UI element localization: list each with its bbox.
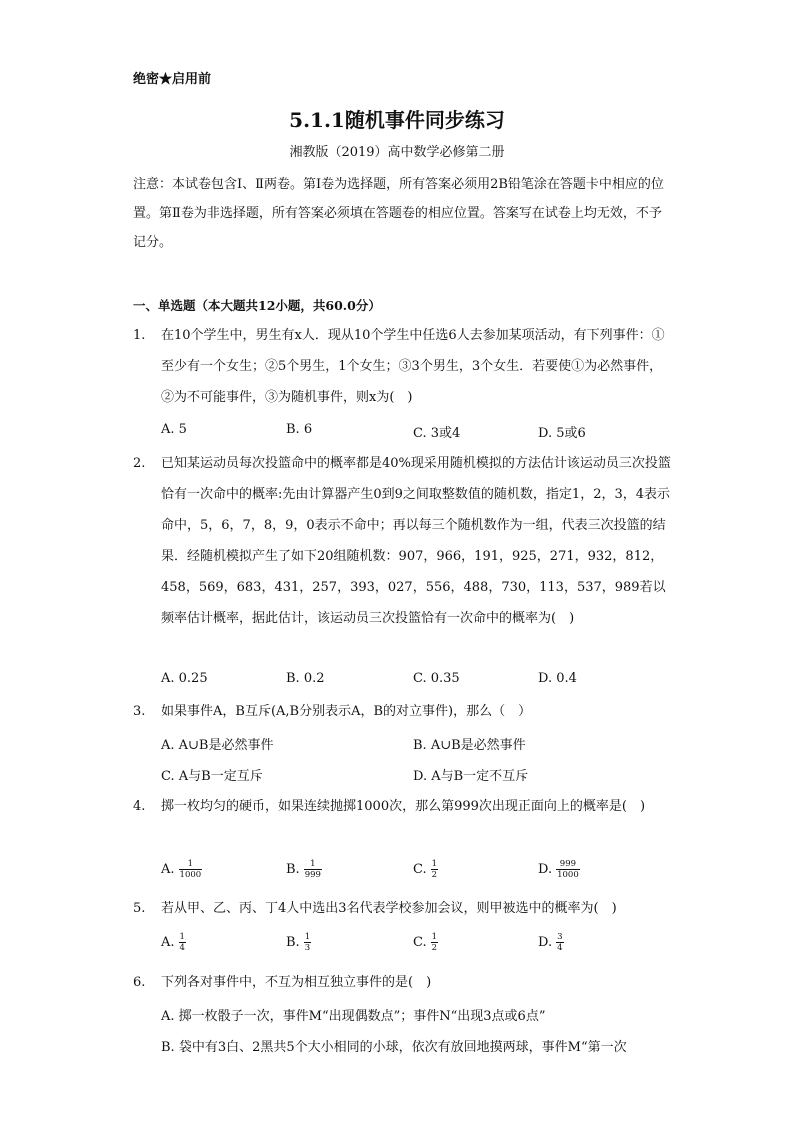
option-b: B. 6 xyxy=(286,422,313,437)
option-a: A. 掷一枚骰子一次，事件M“出现偶数点”；事件N“出现3点或6点” xyxy=(161,1009,546,1024)
option-a: A. 5 xyxy=(161,422,187,437)
option-d: D. 0.4 xyxy=(538,671,577,686)
section-heading: 一、单选题（本大题共12小题，共60.0分） xyxy=(133,298,381,313)
option-c: C. 0.35 xyxy=(413,671,460,686)
question-number: 4. xyxy=(133,799,146,814)
question-number: 1. xyxy=(133,328,146,343)
question-text: 下列各对事件中，不互为相互独立事件的是( ) xyxy=(161,975,432,990)
question-text: 掷一枚均匀的硬币，如果连续抛掷1000次，那么第999次出现正面向上的概率是( ) xyxy=(161,799,646,814)
question-text: 已知某运动员每次投篮命中的概率都是40%现采用随机模拟的方法估计该运动员三次投篮恰有一次命中的概率:先由计算器产生0到9之间取整数值的随机数，指定1，2，3，4表示命中，5，6，7，8，9，0表示不命中；再以每三个随机数作为一组，代表三次投篮的结果．经随机模拟产生了如下20组随机数：907，966，191，925，271，932，812，458，569，683，431，257，393，027，556，488，730，113，537，989若以频率估计概率，据此估计，该运动员三次投篮恰有一次命中的概率为( ) xyxy=(161,456,671,626)
option-b: B. $\frac{1}{3}$ xyxy=(286,932,311,953)
option-b: B. $\frac{1}{999}$ xyxy=(286,859,321,880)
option-c: C. A与B一定互斥 xyxy=(161,769,263,784)
question-number: 6. xyxy=(133,975,146,990)
question-text: 如果事件A，B互斥(A,B分别表示A，B的对立事件)，那么（ ） xyxy=(161,704,532,719)
option-a: A. $\frac{1}{4}$ xyxy=(161,932,185,953)
confidential-label: 绝密★启用前 xyxy=(133,72,212,87)
question-number: 5. xyxy=(133,901,146,916)
option-c: C. $\frac{1}{2}$ xyxy=(413,859,438,880)
option-a: A. A∪B是必然事件 xyxy=(161,738,274,753)
option-d: D. $\frac{999}{1000}$ xyxy=(538,859,579,880)
option-c: C. $\frac{1}{2}$ xyxy=(413,932,438,953)
option-d: D. A与B一定不互斥 xyxy=(413,769,529,784)
option-d: D. 5或6 xyxy=(538,426,586,441)
option-a: A. $\frac{1}{1000}$ xyxy=(161,859,202,880)
option-d: D. $\frac{3}{4}$ xyxy=(538,932,563,953)
question-text: 若从甲、乙、丙、丁4人中选出3名代表学校参加会议，则甲被选中的概率为( ) xyxy=(161,901,617,916)
option-b: B. 0.2 xyxy=(286,671,325,686)
page-title: 5.1.1随机事件同步练习 xyxy=(289,108,505,132)
option-c: C. 3或4 xyxy=(413,426,461,441)
question-number: 2. xyxy=(133,456,146,471)
exam-notice: 注意：本试卷包含Ⅰ、Ⅱ两卷。第Ⅰ卷为选择题，所有答案必须用2B铅笔涂在答题卡中相应的位置。第Ⅱ卷为非选择题，所有答案必须填在答题卷的相应位置。答案写在试卷上均无效，不予记分。 xyxy=(133,177,664,250)
option-b: B. A∪B是必然事件 xyxy=(413,738,526,753)
option-b: B. 袋中有3白、2黑共5个大小相同的小球，依次有放回地摸两球，事件M“第一次 xyxy=(161,1040,627,1055)
question-number: 3. xyxy=(133,704,146,719)
option-a: A. 0.25 xyxy=(161,671,208,686)
page-subtitle: 湘教版（2019）高中数学必修第二册 xyxy=(289,145,505,160)
question-text: 在10个学生中，男生有x人．现从10个学生中任选6人去参加某项活动，有下列事件：①至少有一个女生；②5个男生，1个女生；③3个男生，3个女生．若要使①为必然事件，②为不可能事件，③为随机事件，则x为( ) xyxy=(161,328,665,405)
